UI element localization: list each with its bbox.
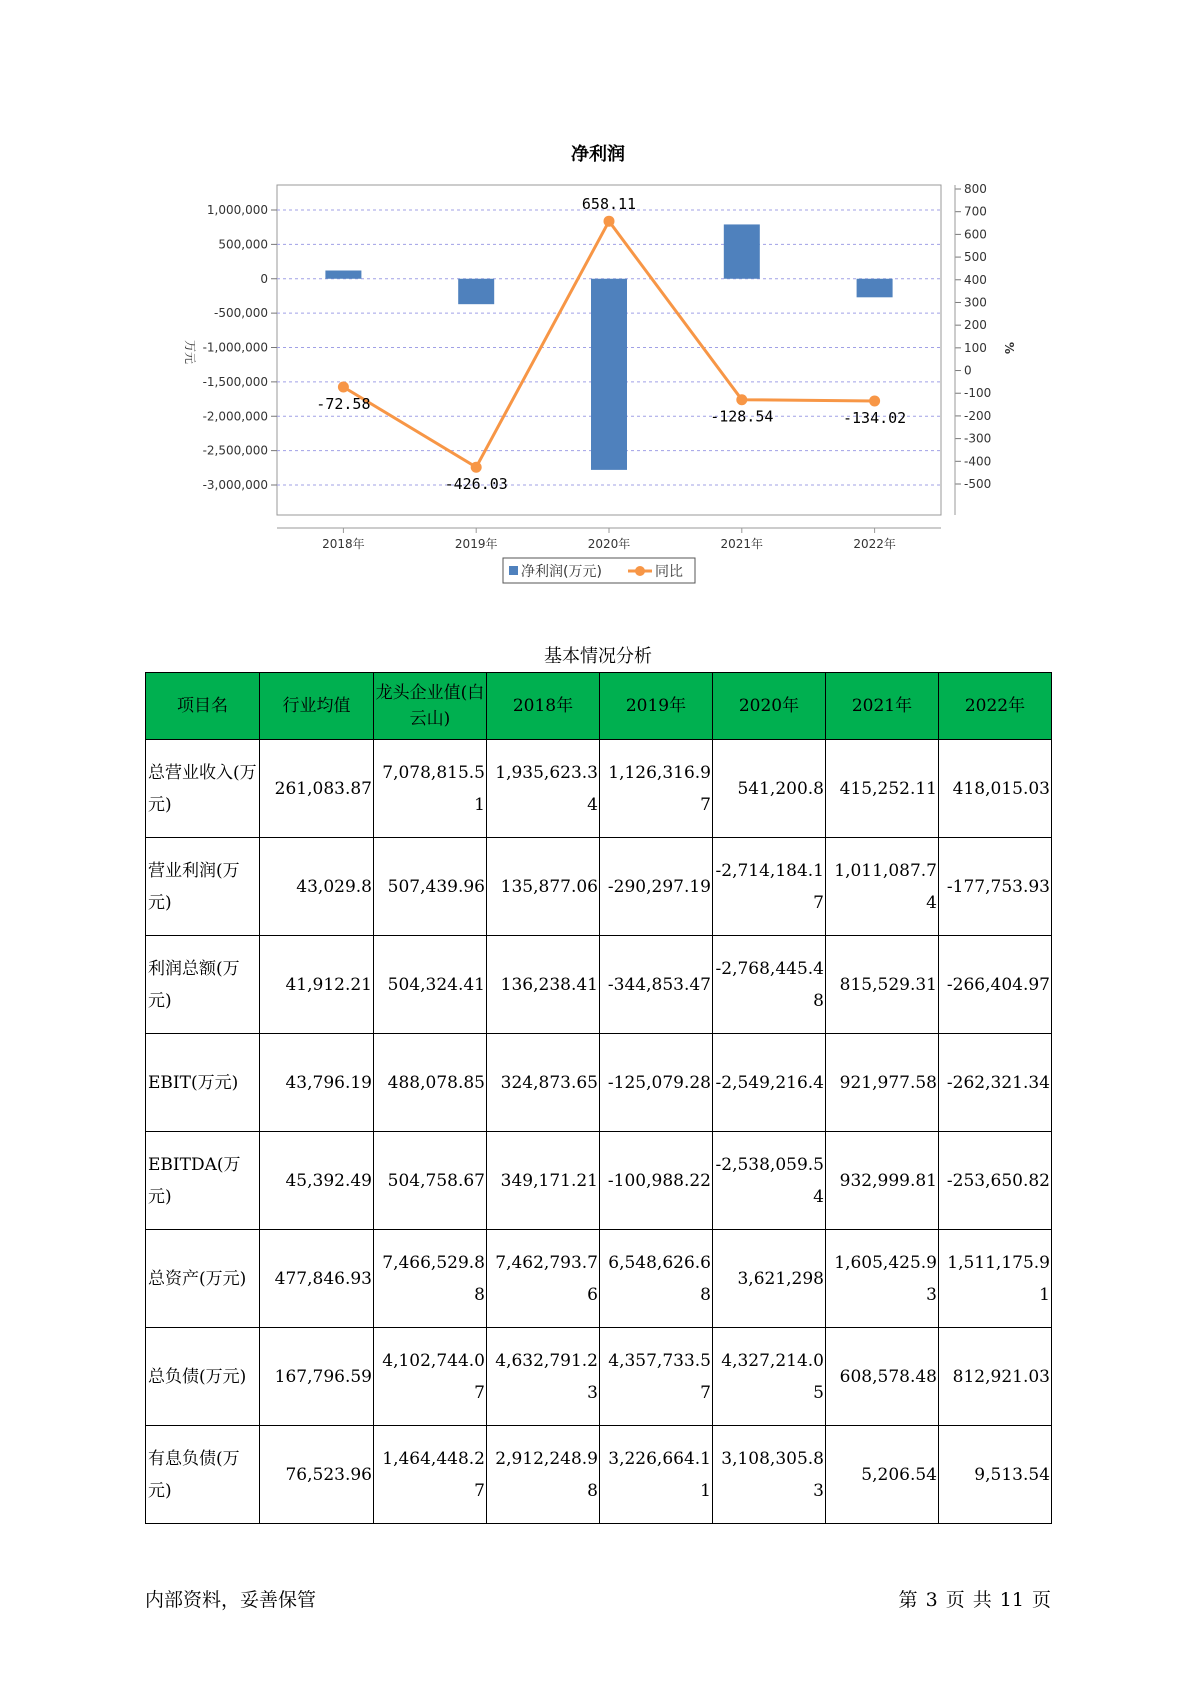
x-tick-label: 2018年 [322,537,365,551]
table-cell: 349,171.21 [487,1132,600,1230]
legend-line-marker [635,566,645,576]
table-cell: 9,513.54 [939,1426,1052,1524]
legend-bar-swatch [509,566,518,575]
table-row [146,1426,1052,1524]
table-cell: 135,877.06 [487,838,600,936]
table-cell: 504,324.41 [374,936,487,1034]
y2-tick-label: 200 [964,318,987,333]
header-item-name: 项目名 [146,673,260,740]
table-cell: 167,796.59 [260,1328,374,1426]
table-cell: 3,108,305.83 [713,1426,826,1524]
table-cell: 608,578.48 [826,1328,939,1426]
table-cell: 477,846.93 [260,1230,374,1328]
header-2019: 2019年 [600,673,713,740]
table-cell: 4,357,733.57 [600,1328,713,1426]
table-cell: -2,714,184.17 [713,838,826,936]
row-label-cell: 总营业收入(万元) [146,740,260,838]
table-cell: 507,439.96 [374,838,487,936]
row-label-cell: 营业利润(万元) [146,838,260,936]
table-cell: 1,935,623.34 [487,740,600,838]
x-tick-label: 2019年 [454,537,498,551]
table-cell: -177,753.93 [939,838,1052,936]
bar [325,271,361,279]
table-cell: 415,252.11 [826,740,939,838]
table-cell: 932,999.81 [826,1132,939,1230]
table-cell: 7,078,815.51 [374,740,487,838]
line-point [736,394,747,405]
net-profit-chart [0,0,1191,600]
right-axis-ticks [955,182,991,491]
table-cell: -290,297.19 [600,838,713,936]
y2-tick-label: -200 [964,408,992,423]
table-row [146,1230,1052,1328]
table-cell: 1,464,448.27 [374,1426,487,1524]
data-label: -72.58 [316,395,371,414]
bar [857,279,893,298]
table-cell: 921,977.58 [826,1034,939,1132]
bar [591,279,627,470]
table-cell: 3,621,298 [713,1230,826,1328]
y-tick-label: -1,000,000 [202,340,268,355]
y2-tick-label: -400 [964,454,992,469]
y2-tick-label: 600 [964,227,987,242]
table-cell: -344,853.47 [600,936,713,1034]
line-point [869,395,880,406]
table-cell: -2,549,216.4 [713,1034,826,1132]
table-cell: 45,392.49 [260,1132,374,1230]
y2-axis-label: % [1002,341,1016,355]
y-axis-label: 万元 [183,339,197,365]
table-cell: -262,321.34 [939,1034,1052,1132]
table-cell: 43,796.19 [260,1034,374,1132]
table-row [146,1328,1052,1426]
header-2018: 2018年 [487,673,600,740]
table-cell: -125,079.28 [600,1034,713,1132]
y2-tick-label: 0 [964,363,972,378]
table-cell: 5,206.54 [826,1426,939,1524]
y2-tick-label: 100 [964,340,987,355]
data-label: 658.11 [581,195,637,214]
y2-tick-label: 700 [964,204,987,219]
y-tick-label: -500,000 [214,306,268,321]
row-label-cell: 总资产(万元) [146,1230,260,1328]
left-axis-ticks [203,203,277,492]
table-cell: 7,462,793.76 [487,1230,600,1328]
table-cell: 1,011,087.74 [826,838,939,936]
header-2020: 2020年 [713,673,826,740]
legend-line-label: 同比 [655,564,683,580]
table-cell: 2,912,248.98 [487,1426,600,1524]
bar [458,279,494,304]
y-tick-label: 1,000,000 [206,203,268,217]
table-cell: -2,768,445.48 [713,936,826,1034]
table-cell: 1,605,425.93 [826,1230,939,1328]
table-cell: 4,102,744.07 [374,1328,487,1426]
y-tick-label: -3,000,000 [202,478,268,492]
y2-tick-label: 500 [964,250,987,265]
x-tick-label: 2021年 [720,537,764,551]
row-label-cell: 总负债(万元) [146,1328,260,1426]
table-header-row [146,673,1052,740]
table-cell: 504,758.67 [374,1132,487,1230]
line-point [604,216,615,227]
table-cell: 6,548,626.68 [600,1230,713,1328]
bar [724,224,760,278]
footer-page-number: 第 3 页 共 11 页 [898,1589,1051,1611]
table-cell: 1,511,175.91 [939,1230,1052,1328]
data-label: -128.54 [710,407,774,426]
header-2022: 2022年 [939,673,1052,740]
table-row [146,838,1052,936]
table-cell: 43,029.8 [260,838,374,936]
header-leader-value: 龙头企业值(白云山) [374,673,487,740]
table-cell: 324,873.65 [487,1034,600,1132]
legend-bar-label: 净利润(万元) [521,564,602,580]
table-cell: 76,523.96 [260,1426,374,1524]
table-cell: 541,200.8 [713,740,826,838]
table-cell: 261,083.87 [260,740,374,838]
y2-tick-label: -500 [964,477,992,491]
line-point [471,462,482,473]
table-cell: 4,327,214.05 [713,1328,826,1426]
data-label: -134.02 [842,408,907,427]
table-cell: 41,912.21 [260,936,374,1034]
table-cell: -266,404.97 [939,936,1052,1034]
row-label-cell: 利润总额(万元) [146,936,260,1034]
table-cell: 1,126,316.97 [600,740,713,838]
y-tick-label: -1,500,000 [202,374,268,389]
header-industry-avg: 行业均值 [260,673,374,740]
table-row [146,1034,1052,1132]
x-tick-label: 2020年 [587,537,631,551]
table-cell: 815,529.31 [826,936,939,1034]
row-label-cell: EBITDA(万元) [146,1132,260,1230]
table-cell: 3,226,664.11 [600,1426,713,1524]
y-tick-label: -2,500,000 [202,443,268,458]
legend [503,558,695,583]
chart-title: 净利润 [571,144,625,165]
x-tick-label: 2022年 [853,537,896,551]
footer-confidential: 内部资料，妥善保管 [145,1589,317,1611]
row-label-cell: 有息负债(万元) [146,1426,260,1524]
y2-tick-label: -100 [964,386,992,401]
header-2021: 2021年 [826,673,939,740]
table-title: 基本情况分析 [544,646,652,667]
table-cell: 488,078.85 [374,1034,487,1132]
basic-analysis-table [145,672,1052,1524]
y-tick-label: -2,000,000 [202,409,268,424]
table-cell: -253,650.82 [939,1132,1052,1230]
table-cell: 812,921.03 [939,1328,1052,1426]
y2-tick-label: -300 [964,431,992,446]
y-tick-label: 500,000 [218,237,268,252]
y2-tick-label: 800 [964,182,987,196]
table-cell: 136,238.41 [487,936,600,1034]
x-axis-ticks [322,528,896,551]
line-point [338,382,349,393]
table-row [146,1132,1052,1230]
data-label: -426.03 [444,475,508,494]
y-tick-label: 0 [260,271,268,286]
table-row [146,936,1052,1034]
y2-tick-label: 400 [964,272,987,287]
y2-tick-label: 300 [964,295,987,310]
table-row [146,740,1052,838]
table-cell: 418,015.03 [939,740,1052,838]
table-cell: 7,466,529.88 [374,1230,487,1328]
table-cell: -2,538,059.54 [713,1132,826,1230]
table-cell: 4,632,791.23 [487,1328,600,1426]
table-cell: -100,988.22 [600,1132,713,1230]
row-label-cell: EBIT(万元) [146,1034,260,1132]
